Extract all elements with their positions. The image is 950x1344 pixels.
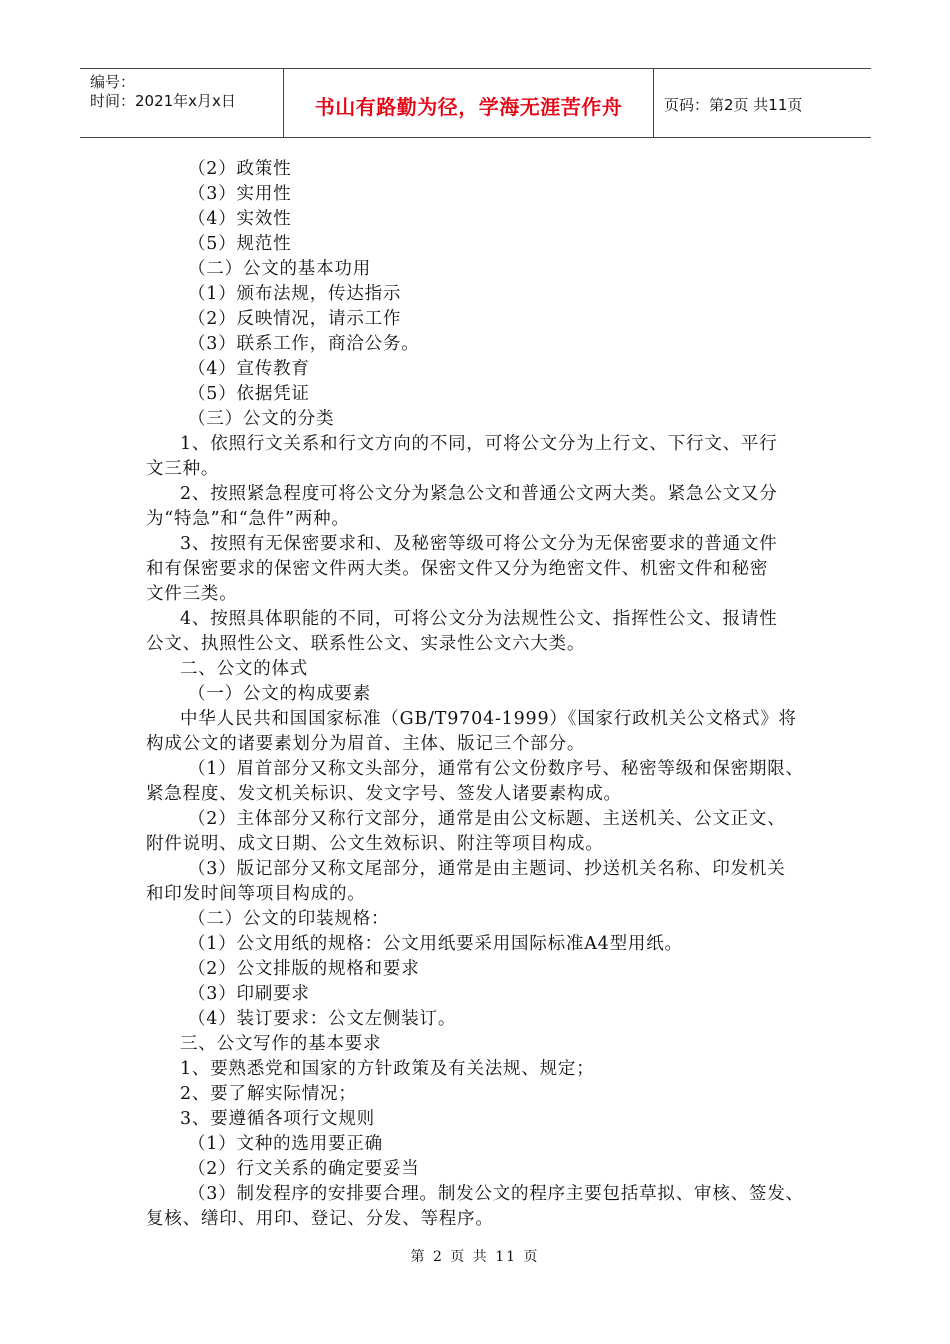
text-line: 公文、执照性公文、联系性公文、实录性公文六大类。 xyxy=(146,634,586,654)
document-number-label: 编号： xyxy=(90,73,136,91)
text-line: 为“特急”和“急件”两种。 xyxy=(146,509,350,529)
text-line: 复核、缮印、用印、登记、分发、等程序。 xyxy=(146,1209,494,1229)
header-motto: 书山有路勤为径，学海无涯苦作舟 xyxy=(314,95,623,119)
text-line: 4、按照具体职能的不同，可将公文分为法规性公文、指挥性公文、报请性 xyxy=(180,609,778,629)
text-line: （4）宣传教育 xyxy=(188,359,310,379)
text-line: 和有保密要求的保密文件两大类。保密文件又分为绝密文件、机密文件和秘密 xyxy=(146,559,769,579)
text-line: 2、要了解实际情况； xyxy=(180,1084,357,1104)
section-heading: （一）公文的构成要素 xyxy=(188,684,371,704)
section-heading: （二）公文的印装规格： xyxy=(188,909,390,929)
header-page-info: 页码：第2页 共11页 xyxy=(664,96,803,114)
text-line: 文三种。 xyxy=(146,459,220,479)
section-heading: 二、公文的体式 xyxy=(180,659,309,679)
text-line: （5）规范性 xyxy=(188,234,292,254)
text-line: 和印发时间等项目构成的。 xyxy=(146,884,366,904)
text-line: （2）公文排版的规格和要求 xyxy=(188,959,420,979)
text-line: 3、按照有无保密要求和、及秘密等级可将公文分为无保密要求的普通文件 xyxy=(180,534,778,554)
text-line: （3）制发程序的安排要合理。制发公文的程序主要包括草拟、审核、签发、 xyxy=(188,1184,804,1204)
header-meta-cell xyxy=(80,69,284,137)
text-line: （2）主体部分又称行文部分，通常是由公文标题、主送机关、公文正文、 xyxy=(188,809,786,829)
header-page-cell xyxy=(654,69,871,137)
text-line: （1）公文用纸的规格：公文用纸要采用国际标准A4型用纸。 xyxy=(188,934,683,954)
text-line: （3）实用性 xyxy=(188,184,292,204)
text-line: （1）文种的选用要正确 xyxy=(188,1134,383,1154)
text-line: 2、按照紧急程度可将公文分为紧急公文和普通公文两大类。紧急公文又分 xyxy=(180,484,778,504)
text-line: 紧急程度、发文机关标识、发文字号、签发人诸要素构成。 xyxy=(146,784,622,804)
text-line: （1）颁布法规，传达指示 xyxy=(188,284,402,304)
text-line: 附件说明、成文日期、公文生效标识、附注等项目构成。 xyxy=(146,834,604,854)
text-line: 1、要熟悉党和国家的方针政策及有关法规、规定； xyxy=(180,1059,595,1079)
text-line: （2）政策性 xyxy=(188,159,292,179)
text-line: （4）实效性 xyxy=(188,209,292,229)
text-line: （3）印刷要求 xyxy=(188,984,310,1004)
text-line: （3）版记部分又称文尾部分，通常是由主题词、抄送机关名称、印发机关 xyxy=(188,859,786,879)
text-line: 文件三类。 xyxy=(146,584,238,604)
text-line: 1、依照行文关系和行文方向的不同，可将公文分为上行文、下行文、平行 xyxy=(180,434,778,454)
text-line: 构成公文的诸要素划分为眉首、主体、版记三个部分。 xyxy=(146,734,586,754)
text-line: （5）依据凭证 xyxy=(188,384,310,404)
document-date-label: 时间：2021年x月x日 xyxy=(90,92,236,110)
text-line: （4）装订要求：公文左侧装订。 xyxy=(188,1009,457,1029)
header-motto-cell xyxy=(284,69,654,137)
section-heading: 三、公文写作的基本要求 xyxy=(180,1034,382,1054)
section-heading: （二）公文的基本功用 xyxy=(188,259,371,279)
text-line: 3、要遵循各项行文规则 xyxy=(180,1109,375,1129)
text-line: 中华人民共和国国家标准（GB/T9704-1999）《国家行政机关公文格式》将 xyxy=(180,709,797,729)
text-line: （3）联系工作，商洽公务。 xyxy=(188,334,420,354)
page-header xyxy=(80,68,871,138)
text-line: （2）反映情况，请示工作 xyxy=(188,309,402,329)
text-line: （1）眉首部分又称文头部分，通常有公文份数序号、秘密等级和保密期限、 xyxy=(188,759,804,779)
section-heading: （三）公文的分类 xyxy=(188,409,335,429)
page-footer: 第 2 页 共 11 页 xyxy=(410,1249,540,1265)
text-line: （2）行文关系的确定要妥当 xyxy=(188,1159,420,1179)
